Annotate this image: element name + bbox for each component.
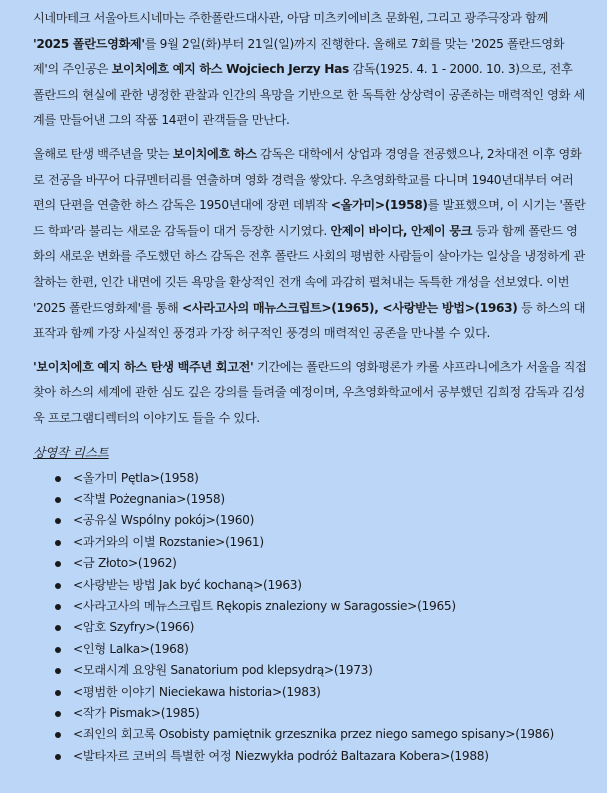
intro-festival-name: '2025 폴란드영화제' <box>33 36 145 51</box>
film-list-item <box>53 724 587 745</box>
bio-text-2: 감독은 대학에서 상업과 경영을 전공했으나, 2차대전 이후 영화로 전공을 바꾸어 다큐멘터리를 연출하며 영화 경력을 쌓았다. 우츠영화학교를 다니며 1940년대부터 여러 편의 단편을 연출한 하스 감독은 1950년대에 장편 데뷔작 <box>33 146 582 213</box>
events-retrospective-title: '보이치에흐 예지 하스 탄생 백주년 회고전' <box>33 359 254 374</box>
film-list <box>33 468 587 768</box>
intro-text-2: 를 9월 2일(화)부터 21일(일)까지 진행한다. 올해로 7회를 맞는 '2025 폴란드영화제'의 주인공은 <box>33 36 565 77</box>
bullet-icon <box>55 476 61 482</box>
film-title: <사라고사의 메뉴스크립트 Rękopis znaleziony w Saragossie>(1965) <box>73 598 456 613</box>
bullet-icon <box>55 540 61 546</box>
bio-text-3: 를 발표했으며, 이 시기는 '폴란드 학파'라 불리는 새로운 감독들이 대거 등장한 시기였다. <box>33 198 586 238</box>
film-title: <발타자르 코버의 특별한 여정 Niezwykła podróż Baltazara Kobera>(1988) <box>73 748 489 763</box>
film-list-heading: 상영작 리스트 <box>33 444 109 460</box>
film-list-item <box>53 682 587 703</box>
film-list-item <box>53 553 587 574</box>
bio-director-name: 보이치에흐 하스 <box>172 146 257 161</box>
paragraph-biography <box>33 142 587 347</box>
film-list-item <box>53 468 587 489</box>
film-list-item <box>53 617 587 638</box>
film-list-item <box>53 703 587 724</box>
bullet-icon <box>55 583 61 589</box>
bullet-icon <box>55 732 61 738</box>
film-title: <과거와의 이별 Rozstanie>(1961) <box>73 534 264 549</box>
film-title: <모래시계 요양원 Sanatorium pod klepsydrą>(1973) <box>73 663 373 678</box>
film-title: <작별 Pożegnania>(1958) <box>73 491 225 506</box>
film-title: <올가미 Pętla>(1958) <box>73 470 199 485</box>
bio-debut-film: <올가미>(1958) <box>330 198 428 213</box>
bullet-icon <box>55 647 61 653</box>
bullet-icon <box>55 625 61 631</box>
film-list-item <box>53 639 587 660</box>
film-title: <평범한 이야기 Nieciekawa historia>(1983) <box>73 684 321 699</box>
bio-text-1: 올해로 탄생 백주년을 맞는 <box>33 146 173 161</box>
bio-text-4: 등과 함께 폴란드 영화의 새로운 변화를 주도했던 하스 감독은 전후 폴란드 사회의 평범한 사람들이 살아가는 일상을 냉정하게 관찰하는 한편, 인간 내면에 깃든 욕망을 환상적인 전개 속에 과감히 펼쳐내는 독특한 개성을 선보였다. 이번 '2025 폴란드영화제'를 통해 <box>33 223 585 315</box>
film-title: <작가 Pismak>(1985) <box>73 705 200 720</box>
bio-text-5: 등 하스의 대표작과 함께 가장 사실적인 풍경과 가장 허구적인 풍경의 매력적인 공존을 만나볼 수 있다. <box>33 300 586 341</box>
film-title: <죄인의 회고록 Osobisty pamiętnik grzesznika przez niego samego spisany>(1986) <box>73 727 555 742</box>
intro-director-name: 보이치에흐 예지 하스 Wojciech Jerzy Has <box>111 62 349 77</box>
film-list-item <box>53 746 587 767</box>
bullet-icon <box>55 518 61 524</box>
film-title: <공유실 Wspólny pokój>(1960) <box>73 513 255 528</box>
paragraph-events <box>33 355 587 432</box>
film-title: <사랑받는 방법 Jak być kochaną>(1963) <box>73 577 302 592</box>
film-list-item <box>53 575 587 596</box>
film-list-item <box>53 532 587 553</box>
film-list-item <box>53 489 587 510</box>
paragraph-intro <box>33 6 587 134</box>
film-title: <인형 Lalka>(1968) <box>73 641 189 656</box>
film-list-item <box>53 596 587 617</box>
bio-peer-directors: 안제이 바이다, 안제이 뭉크 <box>330 223 473 238</box>
bullet-icon <box>55 690 61 696</box>
bullet-icon <box>55 497 61 503</box>
events-text: 기간에는 폴란드의 영화평론가 카롤 샤프라니에츠가 서울을 직접 찾아 하스의 세계에 관한 심도 깊은 강의를 들려줄 예정이며, 우츠영화학교에서 공부했던 김희정 감독과 김성욱 프로그램디렉터의 이야기도 들을 수 있다. <box>33 359 587 425</box>
film-title: <암호 Szyfry>(1966) <box>73 620 195 635</box>
bio-featured-films: <사라고사의 매뉴스크립트>(1965), <사랑받는 방법>(1963) <box>182 300 518 315</box>
bullet-icon <box>55 604 61 610</box>
intro-text-3: 감독(1925. 4. 1 - 2000. 10. 3)으로, 전후 폴란드의 현실에 관한 냉정한 관찰과 인간의 욕망을 기반으로 한 독특한 상상력이 공존하는 매력적인 영화 세계를 만들어낸 그의 작품 14편이 관객들을 만난다. <box>33 62 585 128</box>
bullet-icon <box>55 668 61 674</box>
film-list-item <box>53 660 587 681</box>
film-title: <금 Złoto>(1962) <box>73 556 177 571</box>
intro-text-1: 시네마테크 서울아트시네마는 주한폴란드대사관, 아담 미츠키에비츠 문화원, 그리고 광주극장과 함께 <box>33 11 549 25</box>
bullet-icon <box>55 561 61 567</box>
bullet-icon <box>55 711 61 717</box>
film-list-item <box>53 510 587 531</box>
bullet-icon <box>55 754 61 760</box>
